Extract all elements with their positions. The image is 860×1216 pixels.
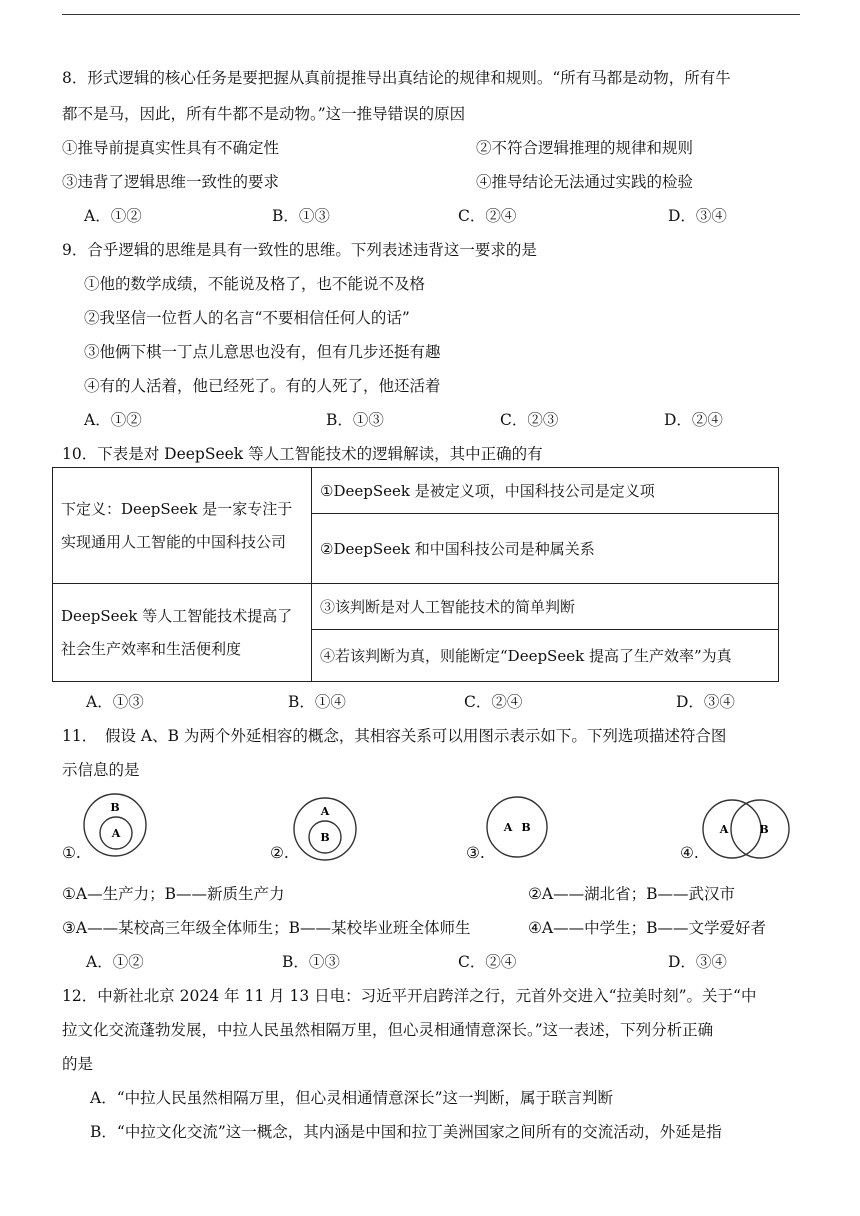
q10-option-c: C．②④: [464, 693, 523, 711]
q8-stem-line2: 都不是马，因此，所有牛都不是动物。”这一推导错误的原因: [62, 105, 466, 123]
q9-statement-2: ②我坚信一位哲人的名言“不要相信任何人的话”: [84, 309, 410, 327]
q12-option-a: A．“中拉人民虽然相隔万里，但心灵相通情意深长”这一判断，属于联言判断: [90, 1089, 614, 1107]
q8-option-c: C．②④: [458, 207, 517, 225]
circle-b-letter: B: [110, 801, 120, 814]
q10-stem: 10．下表是对 DeepSeek 等人工智能技术的逻辑解读，其中正确的有: [62, 445, 543, 463]
q9-option-c: C．②③: [500, 411, 559, 429]
q10-option-a: A．①③: [86, 693, 144, 711]
q12-stem-line1: 12．中新社北京 2024 年 11 月 13 日电：习近平开启跨洋之行，元首外交进入“拉美时刻”。关于“中: [62, 987, 757, 1005]
q8-statement-2: ②不符合逻辑推理的规律和规则: [476, 139, 694, 157]
diagram-3-label: ③.: [466, 844, 485, 862]
header-rule: [62, 14, 800, 15]
q11-statement-1: ①A—生产力；B——新质生产力: [62, 885, 285, 903]
q9-stem: 9．合乎逻辑的思维是具有一致性的思维。下列表述违背这一要求的是: [62, 241, 537, 259]
venn-diagram-4: [700, 796, 792, 862]
q11-option-c: C．②④: [458, 953, 517, 971]
circle-a-letter: A: [503, 821, 513, 834]
diagram-4-label: ④.: [680, 844, 699, 862]
q10-row1-cell-a: ①DeepSeek 是被定义项，中国科技公司是定义项: [312, 468, 779, 514]
q9-statement-4: ④有的人活着，他已经死了。有的人死了，他还活着: [84, 377, 441, 395]
venn-diagram-2: [288, 796, 362, 862]
q10-row1-left: 下定义：DeepSeek 是一家专注于实现通用人工智能的中国科技公司: [53, 468, 312, 584]
q10-option-d: D．③④: [676, 693, 735, 711]
q8-option-b: B．①③: [272, 207, 330, 225]
venn-diagram-1: [78, 792, 152, 858]
circle-a-letter: A: [719, 823, 729, 836]
q8-option-a: A．①②: [84, 207, 142, 225]
q9-statement-3: ③他俩下棋一丁点儿意思也没有，但有几步还挺有趣: [84, 343, 441, 361]
q12-stem-line3: 的是: [62, 1055, 94, 1073]
q9-option-d: D．②④: [664, 411, 723, 429]
q8-stem-line1: 8．形式逻辑的核心任务是要把握从真前提推导出真结论的规律和规则。“所有马都是动物，所有牛: [62, 69, 731, 87]
q11-option-b: B．①③: [282, 953, 340, 971]
q9-option-b: B．①③: [326, 411, 384, 429]
circle-ab: [487, 797, 547, 857]
circle-b-letter: B: [759, 823, 769, 836]
q11-option-a: A．①②: [86, 953, 144, 971]
q8-statement-4: ④推导结论无法通过实践的检验: [476, 173, 694, 191]
q9-statement-1: ①他的数学成绩，不能说及格了，也不能说不及格: [84, 275, 426, 293]
q11-statement-2: ②A——湖北省；B——武汉市: [528, 885, 735, 903]
q12-stem-line2: 拉文化交流蓬勃发展，中拉人民虽然相隔万里，但心灵相通情意深长。”这一表述，下列分析正确: [62, 1021, 714, 1039]
q8-statement-3: ③违背了逻辑思维一致性的要求: [62, 173, 280, 191]
q11-stem-line1: 11． 假设 A、B 为两个外延相容的概念，其相容关系可以用图示表示如下。下列选项描述符合图: [62, 727, 727, 745]
q10-row2-cell-a: ③该判断是对人工智能技术的简单判断: [312, 584, 779, 630]
q12-option-b: B．“中拉文化交流”这一概念，其内涵是中国和拉丁美洲国家之间所有的交流活动，外延是指: [90, 1123, 722, 1141]
q10-row2-left: DeepSeek 等人工智能技术提高了社会生产效率和生活便利度: [53, 584, 312, 682]
circle-a: [703, 800, 761, 858]
circle-b-letter: B: [521, 821, 531, 834]
venn-diagram-3: [484, 794, 550, 860]
q10-table: [52, 467, 779, 682]
q8-statement-1: ①推导前提真实性具有不确定性: [62, 139, 280, 157]
diagram-2-label: ②.: [270, 844, 289, 862]
q8-option-d: D．③④: [668, 207, 727, 225]
diagram-1-label: ①.: [62, 844, 81, 862]
q11-statement-3: ③A——某校高三年级全体师生；B——某校毕业班全体师生: [62, 919, 471, 937]
q10-row1-cell-b: ②DeepSeek 和中国科技公司是种属关系: [312, 514, 779, 584]
circle-b-letter: B: [320, 831, 330, 844]
q10-option-b: B．①④: [288, 693, 346, 711]
q9-option-a: A．①②: [84, 411, 142, 429]
circle-a-letter: A: [320, 805, 330, 818]
circle-a-letter: A: [111, 827, 121, 840]
q11-statement-4: ④A——中学生；B——文学爱好者: [528, 919, 766, 937]
q11-stem-line2: 示信息的是: [62, 761, 140, 779]
q10-row2-cell-b: ④若该判断为真，则能断定“DeepSeek 提高了生产效率”为真: [312, 630, 779, 682]
q11-option-d: D．③④: [668, 953, 727, 971]
